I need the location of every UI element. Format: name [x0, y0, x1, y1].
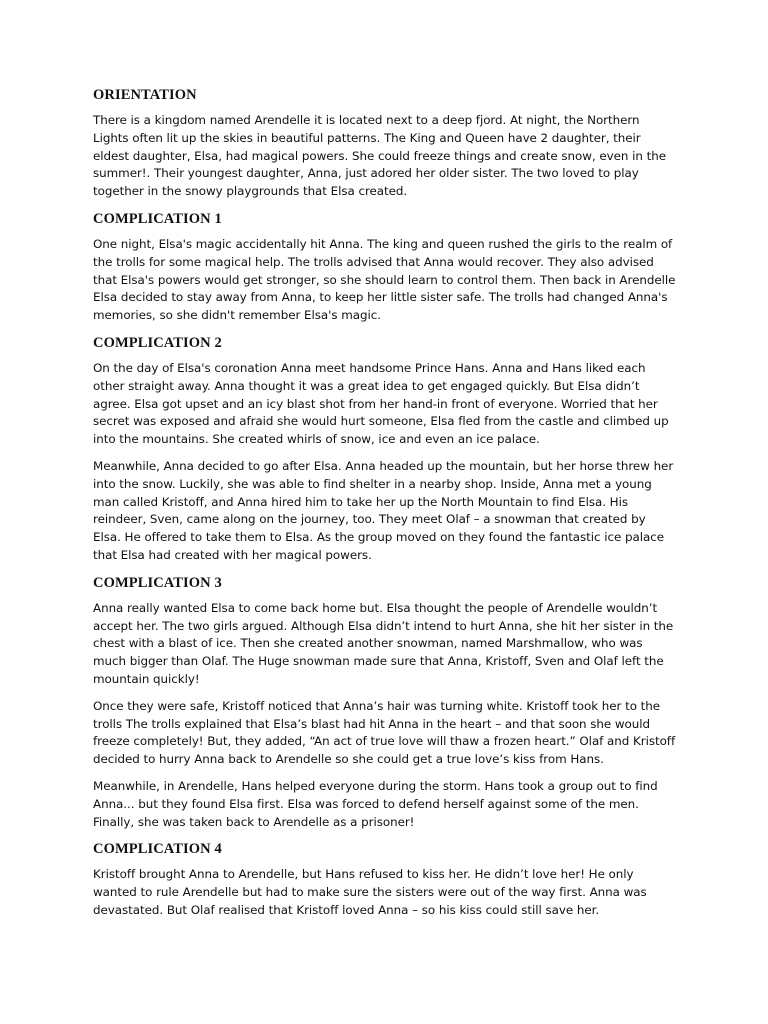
complication-1-paragraph: One night, Elsa's magic accidentally hit Anna. The king and queen rushed the girls to the realm of the trolls for some magical help. The trolls advised that Anna would recover. They also advised that Elsa's powers would get stronger, so she should learn to control them. Then back in Arendelle Elsa decided to stay away from Anna, to keep her little sister safe. The trolls had changed Anna's memories, so she didn't remember Elsa's magic.	[93, 236, 676, 323]
complication-3-paragraph-2: Once they were safe, Kristoff noticed that Anna’s hair was turning white. Kristoff took her to the trolls The trolls explained that Elsa’s blast had hit Anna in the heart – and that soon she would freeze completely! But, they added, “An act of true love will thaw a frozen heart.” Olaf and Kristoff decided to hurry Anna back to Arendelle so she could get a true love’s kiss from Hans.	[93, 698, 676, 767]
orientation-paragraph: There is a kingdom named Arendelle it is located next to a deep fjord. At night, the Northern Lights often lit up the skies in beautiful patterns. The King and Queen have 2 daughter, their eldest daughter, Elsa, had magical powers. She could freeze things and create snow, even in the summer!. Their youngest daughter, Anna, just adored her older sister. The two loved to play together in the snowy playgrounds that Elsa created.	[93, 113, 666, 199]
section-heading-complication-1: COMPLICATION 1	[93, 210, 222, 227]
section-heading-complication-3: COMPLICATION 3	[93, 574, 222, 591]
complication-2-paragraph-1: On the day of Elsa's coronation Anna meet handsome Prince Hans. Anna and Hans liked each other straight away. Anna thought it was a great idea to get engaged quickly. But Elsa didn’t agree. Elsa got upset and an icy blast shot from her hand-in front of everyone. Worried that her secret was exposed and afraid she would hurt someone, Elsa fled from the castle and climbed up into the mountains. She created whirls of snow, ice and even an ice palace.	[93, 360, 669, 447]
complication-2-paragraph-2: Meanwhile, Anna decided to go after Elsa. Anna headed up the mountain, but her horse threw her into the snow. Luckily, she was able to find shelter in a nearby shop. Inside, Anna met a young man called Kristoff, and Anna hired him to take her up the North Mountain to find Elsa. His reindeer, Sven, came along on the journey, too. They meet Olaf – a snowman that created by Elsa. He offered to take them to Elsa. As the group moved on they found the fantastic ice palace that Elsa had created with her magical powers.	[93, 458, 674, 562]
complication-3-paragraph-1: Anna really wanted Elsa to come back home but. Elsa thought the people of Arendelle wouldn’t accept her. The two girls argued. Although Elsa didn’t intend to hurt Anna, she hit her sister in the chest with a blast of ice. Then she created another snowman, named Marshmallow, who was much bigger than Olaf. The Huge snowman made sure that Anna, Kristoff, Sven and Olaf left the mountain quickly!	[93, 600, 674, 686]
section-heading-complication-4: COMPLICATION 4	[93, 841, 222, 858]
complication-4-paragraph: Kristoff brought Anna to Arendelle, but Hans refused to kiss her. He didn’t love her! He only wanted to rule Arendelle but had to make sure the sisters were out of the way first. Anna was devastated. But Olaf realised that Kristoff loved Anna – so his kiss could still save her.	[93, 867, 647, 917]
section-heading-orientation: ORIENTATION	[93, 87, 197, 103]
complication-3-paragraph-3: Meanwhile, in Arendelle, Hans helped everyone during the storm. Hans took a group out to find Anna... but they found Elsa first. Elsa was forced to defend herself against some of the men. Finally, she was taken back to Arendelle as a prisoner!	[93, 778, 658, 829]
section-heading-complication-2: COMPLICATION 2	[93, 334, 222, 351]
document-page	[93, 86, 677, 929]
